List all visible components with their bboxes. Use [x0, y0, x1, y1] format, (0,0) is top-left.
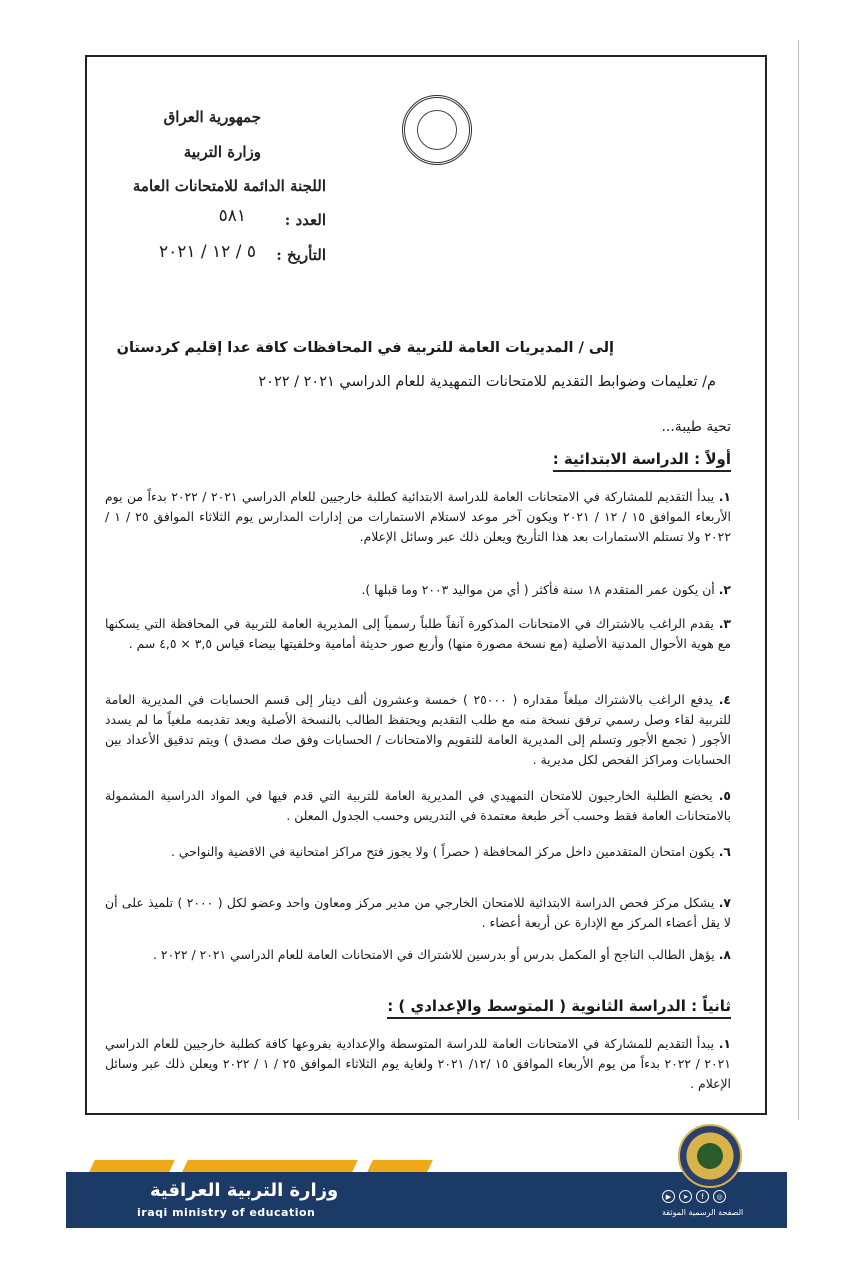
header-date-label: التأريخ : [276, 246, 326, 264]
section1-item-4: ٤. يدفع الراغب بالاشتراك مبلغاً مقداره ( ٢٥٠٠٠ ) خمسة وعشرون ألف دينار إلى قسم الحسابات في المديرية العامة للتربية لقاء وصل رسمي ترفق نسخة منه مع طلب التقديم ويحتفظ الطالب بالنسخة الأصلية ويعد تقديمه ملغياً ما لم يسدد الأجور ( تجمع الأجور وتسلم إلى المديرية العامة للتقويم والامتحانات / الحسابات وفق صك مصدق ) ويتم تدقيق الأعداد بين الحسابات ومراكز الفحص لكل مديرية . [105, 692, 731, 767]
telegram-icon[interactable]: ➤ [679, 1190, 692, 1203]
section1-item-3: ٣. يقدم الراغب بالاشتراك في الامتحانات المذكورة آنفاً طلباً رسمياً إلى المديرية العامة للتربية في المحافظة التي يسكنها مع هوية الأحوال المدنية الأصلية (مع نسخة مصورة منها) وأربع صور حديثة أمامية وخلفيتها بيضاء قياس ٣,٥ × ٤,٥ سم . [105, 616, 731, 651]
section1-title: أولاً : الدراسة الابتدائية : [553, 450, 731, 472]
accent-stripe [89, 1160, 175, 1172]
header-date-value: ٥ / ١٢ / ٢٠٢١ [158, 242, 256, 262]
official-page-label: الصفحة الرسمية الموثقة [662, 1208, 744, 1217]
section1-item-5: ٥. يخضع الطلبة الخارجيون للامتحان التمهيدي في المديرية العامة للتربية التي قدم فيها في المواد الدراسية المشمولة بالامتحانات العامة فقط وحسب آخر طبعة معتمدة في التدريس وحسب الجدول المعلن . [105, 788, 731, 823]
letter-subject: م/ تعليمات وضوابط التقديم للامتحانات التمهيدية للعام الدراسي ٢٠٢١ / ٢٠٢٢ [258, 374, 716, 390]
social-icons [662, 1190, 726, 1203]
brand-arabic: وزارة التربية العراقية [150, 1180, 339, 1201]
instagram-icon[interactable]: ◎ [713, 1190, 726, 1203]
header-number-label: العدد : [284, 211, 326, 229]
ministry-seal-icon [402, 95, 472, 165]
section1-item-7: ٧. يشكل مركز فحص الدراسة الابتدائية للامتحان الخارجي من مدير مركز ومعاون واحد وعضو لكل ( ٢٠٠٠ ) تلميذ على أن لا يقل أعضاء المركز مع الإدارة عن أربعة أعضاء . [105, 895, 731, 930]
ministry-logo-icon [678, 1124, 742, 1188]
facebook-icon[interactable]: f [696, 1190, 709, 1203]
brand-english: iraqi ministry of education [137, 1206, 316, 1219]
section2-title: ثانياً : الدراسة الثانوية ( المتوسط والإعدادي ) : [387, 997, 731, 1019]
header-number-value: ٥٨١ [218, 206, 246, 226]
page-edge-line [798, 40, 799, 1120]
accent-stripe [182, 1160, 358, 1172]
letter-recipient: إلى / المديريات العامة للتربية في المحافظات كافة عدا إقليم كردستان [116, 340, 614, 356]
section2-item-1: ١. يبدأ التقديم للمشاركة في الامتحانات العامة للدراسة المتوسطة والإعدادية بفروعها كافة كطلبة خارجيين للعام الدراسي ٢٠٢١ / ٢٠٢٢ بدءاً من يوم الأربعاء الموافق ١٥ /١٢/ ٢٠٢١ ولغاية يوم الثلاثاء الموافق ٢٥ / ١ / ٢٠٢٢ ويعلن ذلك عبر وسائل الإعلام . [105, 1036, 731, 1091]
header-ministry: وزارة التربية [183, 143, 261, 161]
section1-item-6: ٦. يكون امتحان المتقدمين داخل مركز المحافظة ( حصراً ) ولا يجوز فتح مراكز امتحانية في الاقضية والنواحي . [171, 844, 731, 859]
section1-item-1: ١. يبدأ التقديم للمشاركة في الامتحانات العامة للدراسة الابتدائية كطلبة خارجيين للعام الدراسي ٢٠٢١ / ٢٠٢٢ بدءاً من يوم الأربعاء الموافق ١٥ / ١٢ / ٢٠٢١ ويكون آخر موعد لاستلام الاستمارات من إدارات المدارس يوم الثلاثاء الموافق ٢٥ / ١ / ٢٠٢٢ ولا تستلم الاستمارات بعد هذا التأريخ ويعلن ذلك عبر وسائل الإعلام. [105, 489, 731, 544]
accent-stripe [367, 1160, 433, 1172]
letter-greeting: تحية طيبة... [661, 419, 731, 435]
section1-item-8: ٨. يؤهل الطالب الناجح أو المكمل بدرس أو بدرسين للاشتراك في الامتحانات العامة للعام الدراسي ٢٠٢١ / ٢٠٢٢ . [152, 947, 731, 962]
header-committee: اللجنة الدائمة للامتحانات العامة [132, 177, 326, 195]
section1-item-2: ٢. أن يكون عمر المتقدم ١٨ سنة فأكثر ( أي من مواليد ٢٠٠٣ وما قبلها ). [361, 582, 731, 597]
header-country: جمهورية العراق [163, 108, 261, 126]
youtube-icon[interactable]: ▶ [662, 1190, 675, 1203]
